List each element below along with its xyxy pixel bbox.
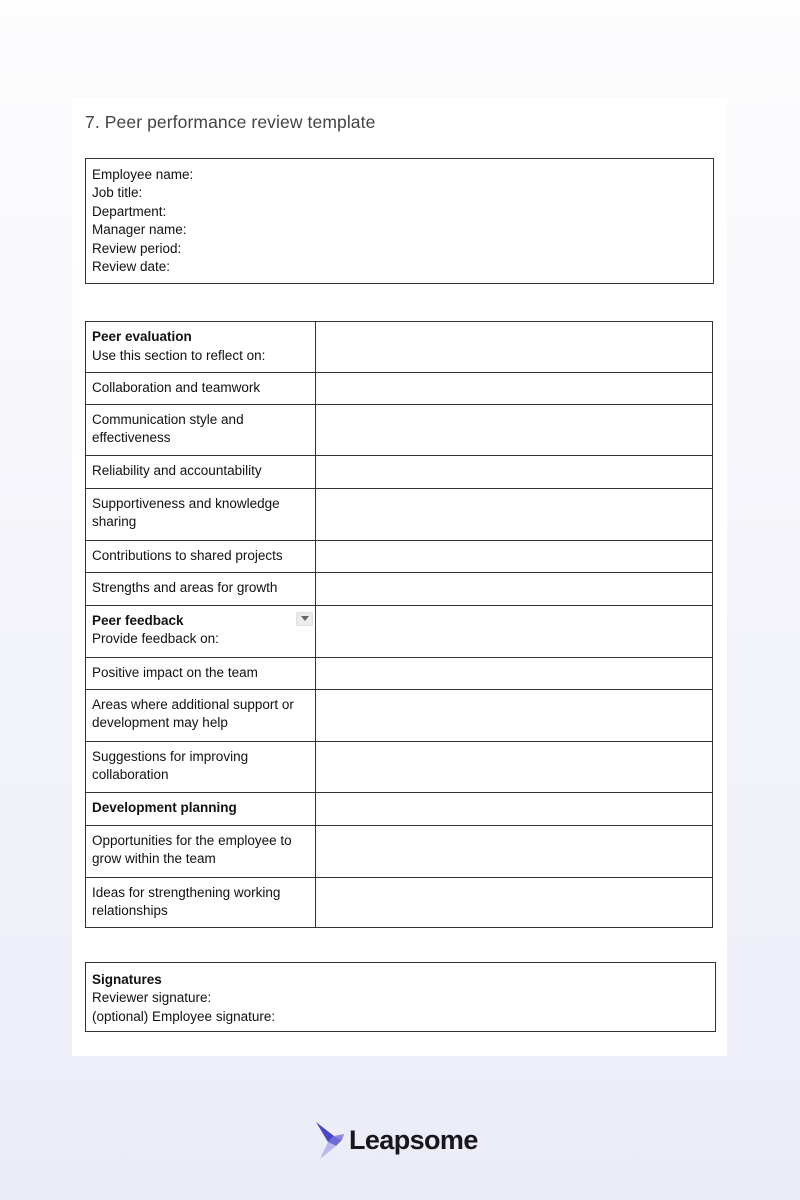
- table-row: [86, 605, 713, 657]
- row-label: Reliability and accountability: [86, 455, 316, 488]
- bird-icon: [316, 1122, 346, 1160]
- section-subtext: Provide feedback on:: [92, 631, 219, 647]
- evaluation-table: [85, 321, 713, 928]
- table-row: [86, 877, 713, 927]
- section-header-development-planning: Development planning: [86, 792, 316, 825]
- answer-cell[interactable]: [316, 605, 713, 657]
- row-label: Suggestions for improving collaboration: [86, 741, 316, 792]
- section-header-peer-evaluation: [86, 322, 316, 373]
- table-row: [86, 825, 713, 877]
- table-row: [86, 689, 713, 741]
- answer-cell[interactable]: [316, 373, 713, 405]
- document-page: [72, 98, 727, 1056]
- table-row: [86, 373, 713, 405]
- section-header-peer-feedback: [86, 605, 316, 657]
- row-label: Supportiveness and knowledge sharing: [86, 488, 316, 540]
- table-row: [86, 657, 713, 689]
- row-label: Areas where additional support or development may help: [86, 689, 316, 741]
- answer-cell[interactable]: [316, 455, 713, 488]
- employee-info-box: [85, 158, 714, 284]
- table-row: [86, 741, 713, 792]
- leapsome-logo: [316, 1122, 478, 1160]
- table-row: [86, 540, 713, 572]
- answer-cell[interactable]: [316, 877, 713, 927]
- chevron-down-icon: [301, 616, 309, 621]
- table-row: [86, 572, 713, 605]
- row-label: Positive impact on the team: [86, 657, 316, 689]
- answer-cell[interactable]: [316, 540, 713, 572]
- answer-cell[interactable]: [316, 488, 713, 540]
- answer-cell[interactable]: [316, 825, 713, 877]
- info-field-job-title[interactable]: Job title:: [92, 185, 143, 201]
- info-field-employee-name[interactable]: Employee name:: [92, 167, 194, 182]
- employee-signature-field[interactable]: (optional) Employee signature:: [92, 1008, 276, 1024]
- table-row: [86, 488, 713, 540]
- table-row: [86, 322, 713, 373]
- info-field-review-date[interactable]: Review date:: [92, 259, 171, 275]
- brand-name: Leapsome: [349, 1124, 478, 1155]
- info-field-manager-name[interactable]: Manager name:: [92, 222, 187, 238]
- row-label: Communication style and effectiveness: [86, 404, 316, 455]
- document-title: 7. Peer performance review template: [85, 112, 376, 132]
- reviewer-signature-field[interactable]: Reviewer signature:: [92, 990, 212, 1006]
- section-heading: Peer evaluation: [92, 329, 192, 344]
- row-label: Ideas for strengthening working relationships: [86, 877, 316, 927]
- table-row: [86, 792, 713, 825]
- signatures-box: [85, 962, 716, 1032]
- answer-cell[interactable]: [316, 572, 713, 605]
- section-heading: Peer feedback: [92, 612, 184, 628]
- answer-cell[interactable]: [316, 689, 713, 741]
- table-row: [86, 455, 713, 488]
- section-subtext: Use this section to reflect on:: [92, 347, 266, 363]
- row-label: Opportunities for the employee to grow within the team: [86, 825, 316, 877]
- info-field-review-period[interactable]: Review period:: [92, 240, 182, 256]
- answer-cell[interactable]: [316, 741, 713, 792]
- row-label: Strengths and areas for growth: [86, 572, 316, 605]
- row-label: Contributions to shared projects: [86, 540, 316, 572]
- row-label: Collaboration and teamwork: [86, 373, 316, 405]
- info-field-department[interactable]: Department:: [92, 203, 167, 219]
- signatures-heading: Signatures: [92, 972, 162, 987]
- table-row: [86, 404, 713, 455]
- answer-cell[interactable]: [316, 792, 713, 825]
- answer-cell[interactable]: [316, 404, 713, 455]
- cell-dropdown-button[interactable]: [296, 612, 313, 626]
- answer-cell[interactable]: [316, 322, 713, 373]
- answer-cell[interactable]: [316, 657, 713, 689]
